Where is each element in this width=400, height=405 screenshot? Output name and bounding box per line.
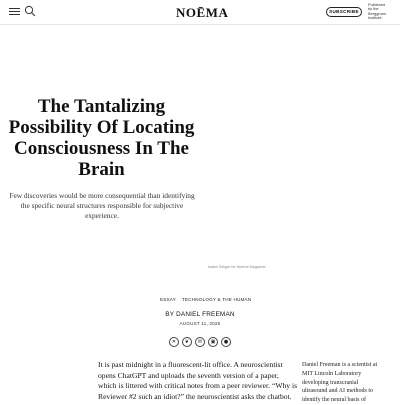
share-buttons — [169, 337, 231, 347]
article-dek — [6, 191, 198, 221]
bio-line: MIT Lincoln Laboratory — [302, 370, 362, 377]
bluesky-icon[interactable]: ❦ — [182, 337, 192, 347]
hero-illustration — [203, 26, 400, 262]
body-line: opens ChatGPT and uploads the seventh version of a paper, — [98, 370, 279, 380]
menu-icon[interactable] — [9, 6, 21, 18]
dek-line: Few discoveries would be more consequential than identifying — [9, 191, 195, 200]
facebook-icon[interactable]: ● — [221, 337, 231, 347]
dek-line: experience. — [85, 211, 119, 220]
title-line: Possibility Of Locating — [8, 117, 195, 138]
site-logo[interactable]: NOĒMA — [176, 5, 229, 20]
bio-line: identify the neural basis of — [302, 397, 366, 404]
publisher-line: Institute — [368, 14, 382, 20]
author-link[interactable]: DANIEL FREEMAN — [176, 311, 235, 318]
byline — [0, 311, 400, 318]
title-line: Brain — [78, 159, 125, 180]
author-bio — [302, 361, 398, 405]
site-header — [0, 0, 400, 25]
publisher-line: by the — [368, 6, 379, 12]
search-icon[interactable] — [24, 5, 36, 17]
publisher-line: Published — [368, 2, 386, 7]
email-icon[interactable]: ✉ — [195, 337, 205, 347]
body-line: It is past midnight in a fluorescent-lit office. A neuroscientist — [98, 360, 283, 369]
bio-line: ultrasound and AI methods to — [302, 388, 373, 395]
title-line: Consciousness In The — [14, 138, 189, 159]
article-tags — [0, 297, 400, 305]
x-icon[interactable]: ✕ — [169, 337, 179, 347]
image-credit: Isabel Seliger for Noema Magazine — [208, 265, 266, 269]
tag-technology-human[interactable]: TECHNOLOGY & THE HUMAN — [182, 297, 252, 302]
body-line: which is littered with critical notes from a peer reviewer. “Why is — [98, 381, 298, 390]
tag-essay[interactable]: ESSAY — [160, 297, 176, 302]
bio-line: developing transcranial — [302, 379, 359, 386]
subscribe-button[interactable]: SUBSCRIBE — [326, 7, 362, 17]
article-body — [98, 360, 298, 402]
body-line: Reviewer #2 such an idiot?” the neuroscientist asks the chatbot. — [98, 391, 292, 401]
publish-date: AUGUST 11, 2025 — [179, 321, 221, 326]
linkedin-icon[interactable]: ▣ — [208, 337, 218, 347]
publisher-note[interactable] — [368, 3, 398, 20]
title-line: The Tantalizing — [37, 96, 166, 117]
byline-prefix: BY — [165, 311, 175, 318]
publisher-line: Berggruen — [368, 10, 387, 16]
dek-line: the specific neural structures responsible for subjective — [20, 201, 184, 210]
bio-line: Daniel Freeman is a scientist at — [302, 362, 378, 368]
article-title — [0, 96, 203, 180]
